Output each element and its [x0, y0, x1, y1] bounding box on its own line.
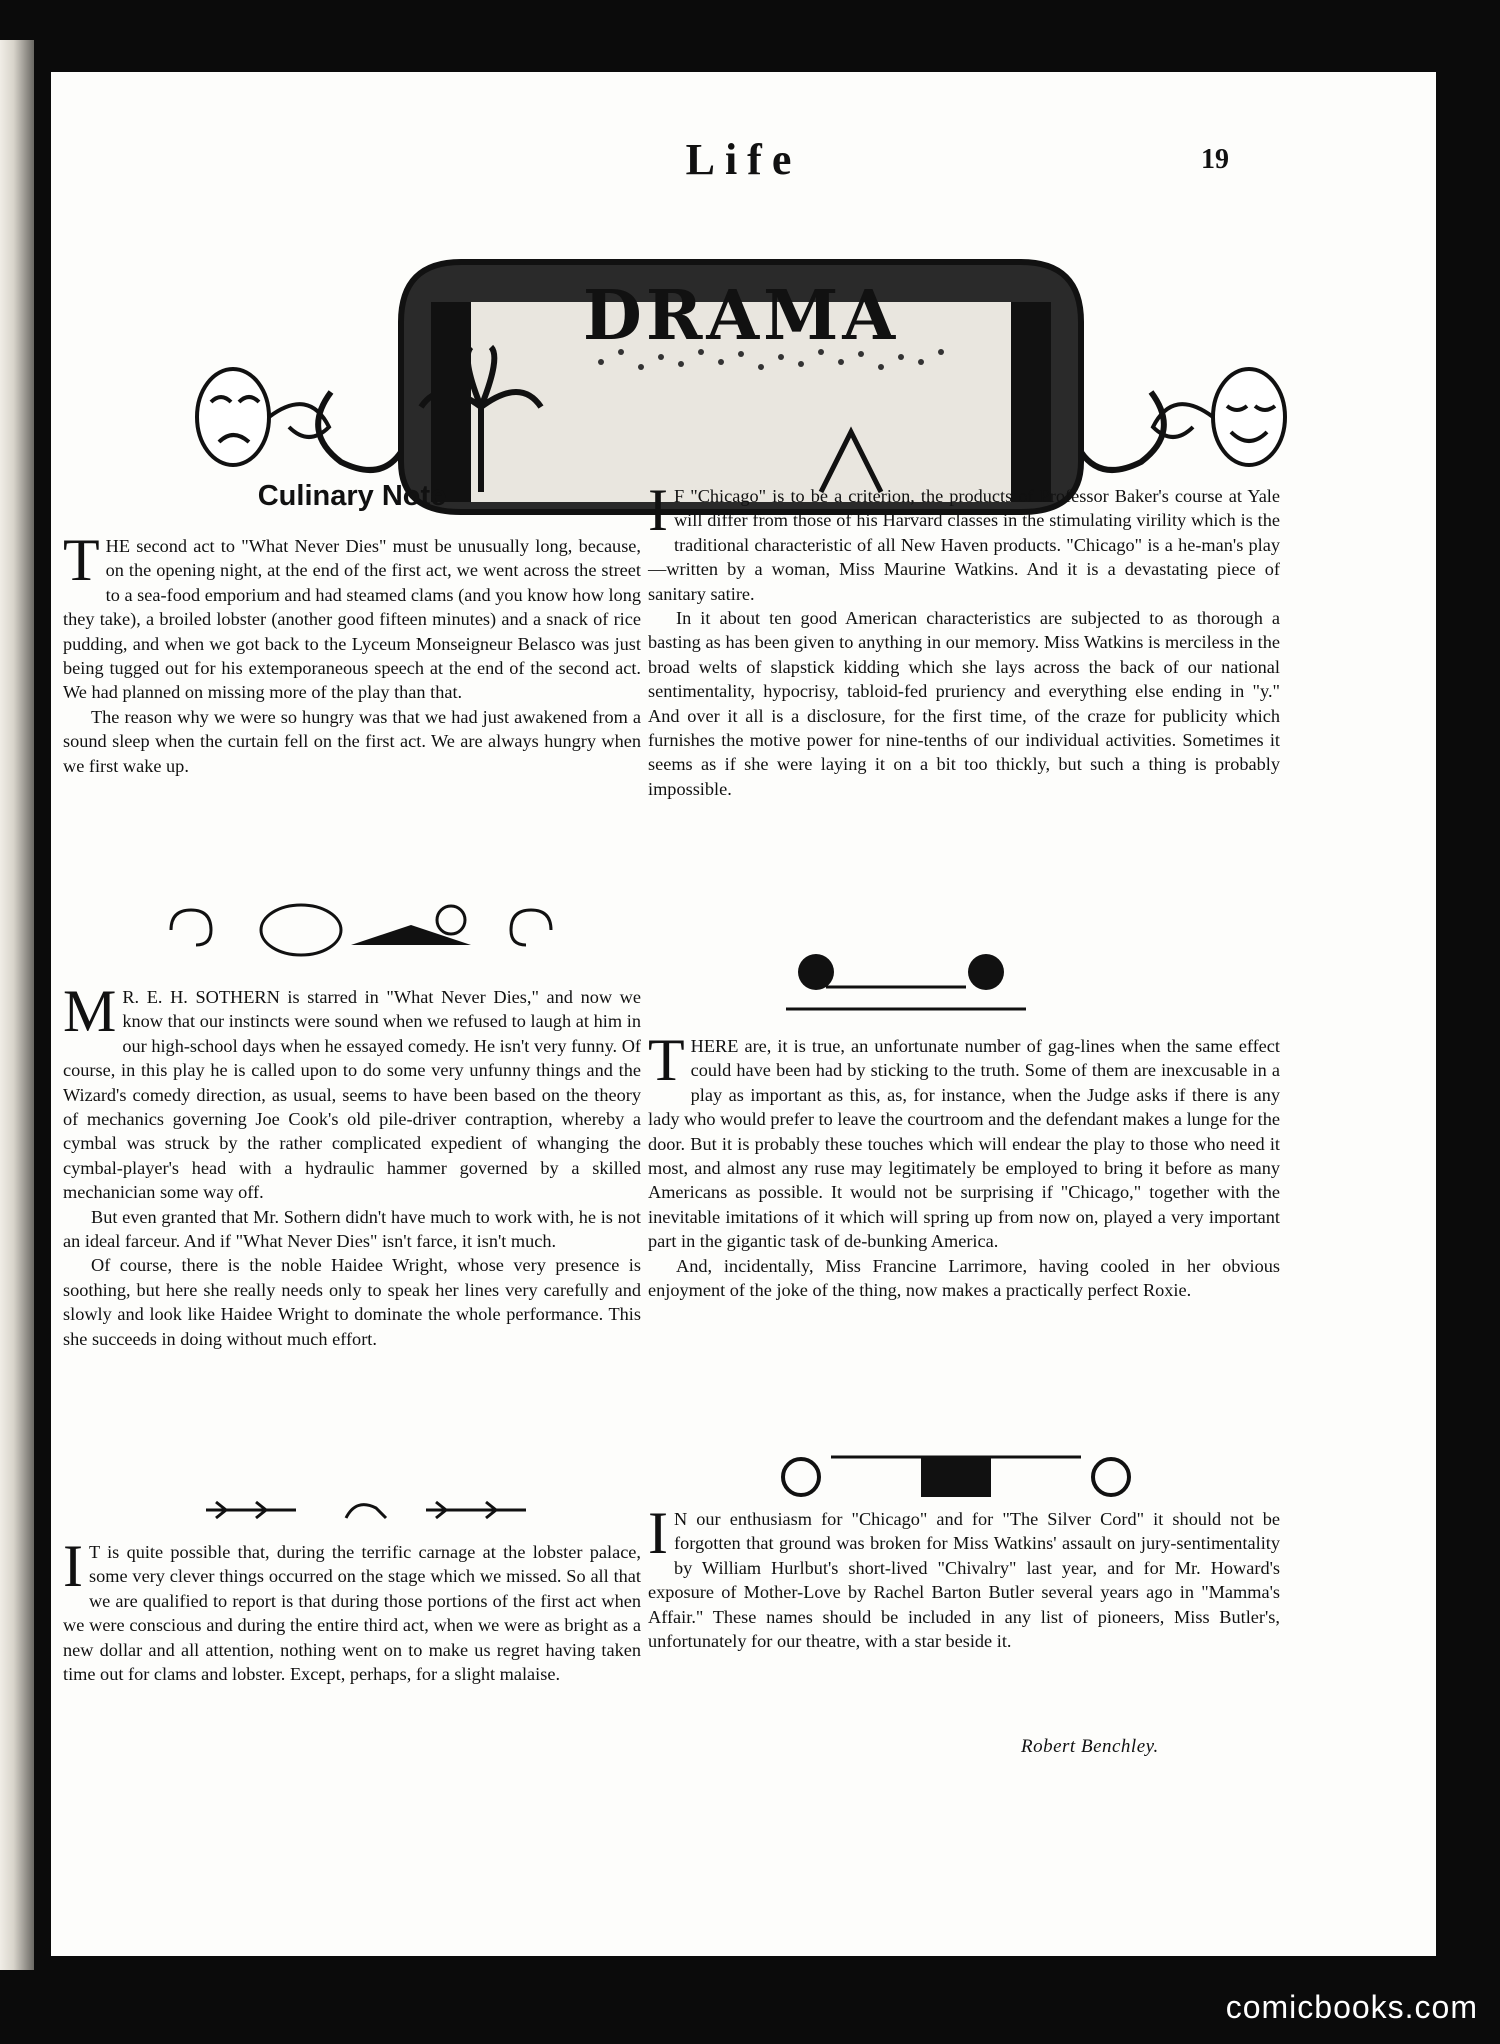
paragraph: HERE are, it is true, an unfortunate number of gag-lines when the same effect could have been had by sticking to the truth. Some of them are inexcusable in a play as important as this, as, for instance, when the Judge asks if there is any lady who would prefer to leave the courtroom and the defendant makes a lunge for the door. But it is probably these touches which will endear the play to those who need it most, and almost any ruse may legitimately be employed to bring it before as many Americans as possible. It would not be surprising if "Chicago," together with the inevitable imitations of it which will spring up from now on, played a very important part in the gigantic task of de-bunking America. [648, 1036, 1280, 1252]
article-lobster-palace [63, 1533, 641, 1686]
paragraph: In it about ten good American characteristics are subjected to as thorough a basting as has been given to anything in our memory. Miss Watkins is merciless in the broad welts of slapstick kidding which she lays across the back of our national sentimentality, hypocrisy, tabloid-fed pruriency and everything else ending in "y." And over it all is a disclosure, for the first time, of the craze for publicity which furnishes the motive power for nine-tenths of our individual activities. Sometimes it seems as if she were laying it on a bit too thickly, but such a thing is probably impossible. [648, 608, 1280, 799]
paragraph: F "Chicago" is to be a criterion, the products of Professor Baker's course at Yale will differ from those of his Harvard classes in the stimulating virility which is the traditional characteristic of all New Haven products. "Chicago" is a he-man's play—written by a woman, Miss Maurine Watkins. And it is a devastating piece of sanitary satire. [648, 486, 1280, 604]
page-number: 19 [1201, 144, 1229, 175]
paragraph: The reason why we were so hungry was that we had just awakened from a sound sleep when the curtain fell on the first act. We are always hungry when we first wake up. [63, 706, 641, 776]
article-chicago [648, 477, 1280, 801]
article-title: Culinary Note [257, 480, 447, 512]
tragedy-mask-icon [197, 369, 329, 465]
paragraph: Of course, there is the noble Haidee Wright, whose very presence is soothing, but here she really needs only to speak her lines very carefully and slowly and look like Haidee Wright to dominate the whole performance. This she succeeds in doing without much effort. [63, 1255, 641, 1349]
paragraph: But even granted that Mr. Sothern didn't have much to work with, he is not an ideal farceur. And if "What Never Dies" isn't farce, it isn't much. [63, 1206, 641, 1252]
section-banner-title: DRAMA [582, 276, 900, 356]
paragraph: T is quite possible that, during the terrific carnage at the lobster palace, some very clever things occurred on the stage which we missed. So all that we are qualified to report is that during those portions of the first act when we were conscious and during the entire third act, when we were as bright as a new dollar and all attention, nothing went on to make us regret having taken time out for clams and lobster. Except, perhaps, for a slight malaise. [63, 1542, 641, 1685]
adjacent-page-edge [0, 40, 34, 1970]
decorative-vignette-shellfish [151, 890, 571, 970]
article-pioneers [648, 1500, 1280, 1653]
watermark: comicbooks.com [1225, 1989, 1478, 2025]
drop-cap: M [63, 978, 117, 1044]
drop-cap: T [648, 1027, 685, 1093]
drop-cap: I [63, 1533, 83, 1599]
decorative-vignette-lobsters [196, 1490, 536, 1530]
article-culinary [63, 527, 641, 778]
masthead-title: Life [685, 135, 802, 184]
paragraph: R. E. H. SOTHERN is starred in "What Never Dies," and now we know that our instincts were sound when we refused to laugh at him in our high-school days when he essayed comedy. He isn't very funny. Of course, in this play he is called upon to do some very unfunny things and the Wizard's comedy direction, as usual, seems to have been based on the theory of mechanics governing Joe Cook's old pile-driver contraption, whereby a cymbal was struck by the rather complicated expedient of whanging the cymbal-player's head with a hydraulic hammer governed by a skilled mechanician some way off. [63, 987, 641, 1203]
paragraph: HE second act to "What Never Dies" must be unusually long, because, on the opening night, at the end of the first act, we went across the street to a sea-food emporium and had steamed clams (and you know how long they take), a broiled lobster (another good fifteen minutes) and a snack of rice pudding, and when we got back to the Lyceum Monseigneur Belasco was just being tugged out for his extemporaneous speech at the end of the second act. We had planned on missing more of the play than that. [63, 536, 641, 703]
drop-cap: T [63, 527, 100, 593]
paragraph: N our enthusiasm for "Chicago" and for "The Silver Cord" it should not be forgotten that ground was broken for Miss Watkins' assault on jury-sentimentality by William Hurlbut's short-lived "Chivalry" last year, and for Mr. Howard's exposure of Mother-Love by Rachel Barton Butler several years ago in "Mamma's Affair." These names should be included in any list of pioneers, Miss Butler's, unfortunately for our theatre, with a star beside it. [648, 1509, 1280, 1652]
article-sothern [63, 978, 641, 1351]
drop-cap: I [648, 477, 668, 543]
decorative-vignette-tug-of-war [766, 947, 1046, 1017]
article-gag-lines [648, 1027, 1280, 1302]
magazine-page [51, 72, 1436, 1956]
paragraph: And, incidentally, Miss Francine Larrimore, having cooled in her obvious enjoyment of the joke of the thing, now makes a practically perfect Roxie. [648, 1255, 1280, 1301]
author-signature: Robert Benchley. [1021, 1736, 1159, 1757]
decorative-vignette-book [771, 1442, 1141, 1502]
drop-cap: I [648, 1500, 668, 1566]
comedy-mask-icon [1153, 369, 1285, 465]
